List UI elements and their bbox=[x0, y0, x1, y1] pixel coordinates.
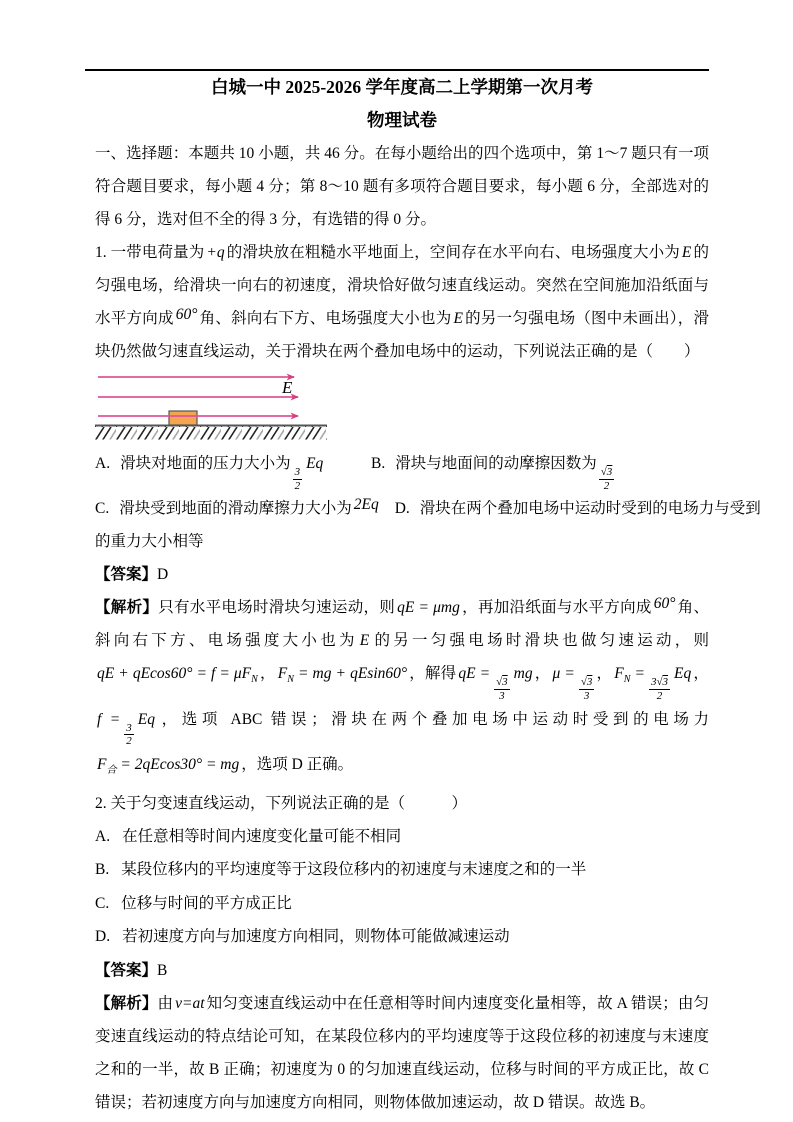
q1-options-row-2 bbox=[95, 492, 761, 525]
fraction-denominator: 2 bbox=[294, 479, 301, 492]
fraction-denominator: 3 bbox=[499, 689, 505, 702]
q1-answer-value: D bbox=[157, 566, 169, 584]
q1-option-b-fraction bbox=[599, 466, 615, 492]
charged-block bbox=[169, 411, 197, 425]
radicand: 3 bbox=[586, 676, 593, 689]
q1-analysis-text: ，再加沿纸面与水平方向成 bbox=[461, 599, 652, 617]
q2-option-b-label: B. bbox=[95, 861, 110, 879]
formula-body: = 2qEcos30° = mg bbox=[116, 755, 240, 773]
q2-option-d bbox=[95, 920, 709, 954]
page-title: 白城一中 2025-2026 学年度高二上学期第一次月考 bbox=[210, 77, 594, 97]
q1-analysis-text: ， bbox=[596, 665, 613, 683]
q2-answer-value: B bbox=[157, 961, 168, 979]
q1-option-c-text: 滑块受到地面的滑动摩擦力大小为 bbox=[119, 500, 352, 518]
formula-body: F bbox=[277, 665, 288, 683]
q2-analysis bbox=[95, 987, 709, 1119]
q1-analysis-fraction bbox=[649, 676, 670, 702]
radical-sign: √ bbox=[496, 676, 503, 689]
q1-analysis-formula: Eq bbox=[137, 710, 155, 728]
formula-subscript: N bbox=[251, 674, 258, 686]
radicand: 3 bbox=[606, 466, 613, 478]
q1-analysis-text: 只有水平电场时滑块匀速运动，则 bbox=[158, 599, 396, 617]
answer-label: 【答案】 bbox=[95, 566, 158, 584]
q1-stem-math-angle: 60° bbox=[175, 306, 198, 323]
radicand: 3 bbox=[502, 676, 508, 689]
q2-option-d-text: 若初速度方向与加速度方向相同，则物体可能做减速运动 bbox=[122, 928, 510, 946]
q1-analysis-formula: E bbox=[359, 632, 370, 650]
section-1-heading: 一、选择题：本题共 10 小题，共 46 分。在每小题给出的四个选项中，第 1～7 题只有一项符合题目要求，每小题 4 分；第 8～10 题有多项符合题目要求，每小题 6 分，全部选对的得 6 分，选对但不全的得 3 分，有选错的得 0 分。 bbox=[95, 145, 709, 228]
q1-options-row-1 bbox=[95, 447, 709, 492]
fraction-numerator bbox=[599, 466, 615, 480]
q2-option-c-label: C. bbox=[95, 894, 110, 912]
q1-analysis-text: ， bbox=[693, 665, 709, 683]
q2-option-b-text: 某段位移内的平均速度等于这段位移内的初速度与末速度之和的一半 bbox=[121, 861, 587, 879]
field-strength-label: E bbox=[282, 378, 293, 397]
ground-hatching bbox=[95, 427, 327, 440]
q2-option-a bbox=[95, 820, 709, 854]
q1-analysis-text: 角、斜向右下方、电场强度大小也为 bbox=[95, 599, 709, 650]
q2-option-d-label: D. bbox=[95, 928, 111, 946]
q1-option-c bbox=[95, 492, 381, 525]
fraction-numerator bbox=[649, 676, 670, 690]
formula-subscript: N bbox=[623, 674, 631, 686]
fraction-denominator: 2 bbox=[603, 479, 610, 492]
q1-stem-text: 的匀强电场，给滑块一向右的初速度，滑块恰好做匀速直线运动。突然在空间施加沿纸面与水平方向成 bbox=[95, 244, 709, 327]
q1-analysis-fraction bbox=[124, 722, 134, 748]
q1-option-b bbox=[371, 447, 616, 492]
q1-option-a-text: 滑块对地面的压力大小为 bbox=[120, 455, 291, 472]
q2-analysis-text: 知匀变速直线运动中在任意相等时间内速度变化量相等，故 A 错误；由匀变速直线运动的特点结论可知，在某段位移内的平均速度等于这段位移的初速度与末速度之和的一半，故 B 正确；初速度为 0 的匀加速直线运动，位移与时间的平方成正比，故 C 错误；若初速度方向与加速度方向相同，则物体做加速运动，故 D 错误。故选 B。 bbox=[95, 994, 709, 1111]
q1-analysis-fraction bbox=[579, 676, 595, 702]
fraction-coefficient: 3 bbox=[650, 676, 657, 689]
q1-analysis-formula bbox=[276, 665, 409, 686]
q1-analysis-formula: 60° bbox=[653, 595, 676, 613]
q1-analysis-text: ， bbox=[534, 665, 551, 683]
q1-analysis-fraction bbox=[494, 676, 510, 702]
q1-option-c-label: C. bbox=[95, 500, 110, 518]
q1-option-b-label: B. bbox=[371, 455, 386, 472]
q1-stem-math-charge: +q bbox=[206, 244, 225, 261]
q1-stem-text: 的滑块放在粗糙水平地面上，空间存在水平向右、电场强度大小为 bbox=[226, 244, 680, 261]
fraction-denominator: 2 bbox=[126, 735, 132, 748]
q1-analysis-formula bbox=[95, 665, 260, 686]
q1-analysis-formula: μ = bbox=[552, 665, 575, 683]
answer-label: 【答案】 bbox=[95, 961, 158, 979]
q1-analysis bbox=[95, 591, 709, 787]
formula-body: F bbox=[614, 665, 624, 683]
radical-sign: √ bbox=[656, 676, 663, 689]
q1-analysis-formula: mg bbox=[513, 665, 533, 683]
q2-analysis-formula: v=at bbox=[175, 994, 205, 1012]
fraction-numerator bbox=[579, 676, 595, 690]
q1-analysis-text: 的另一匀强电场时滑块也做匀速运动，则 bbox=[371, 632, 709, 650]
q1-option-a bbox=[95, 447, 357, 492]
q1-option-a-math: Eq bbox=[306, 455, 324, 472]
formula-body: qE + qEcos60° = f = μF bbox=[97, 665, 252, 683]
q1-option-c-math: 2Eq bbox=[353, 496, 379, 514]
q1-analysis-formula: f = bbox=[97, 710, 121, 728]
analysis-label: 【解析】 bbox=[95, 599, 159, 617]
q1-option-d bbox=[395, 492, 761, 525]
q1-analysis-text: ，选项 ABC 错误；滑块在两个叠加电场中运动时受到的电场力 bbox=[157, 710, 709, 728]
formula-body: F bbox=[97, 755, 107, 773]
q2-option-b bbox=[95, 853, 709, 887]
fraction-denominator: 3 bbox=[583, 689, 590, 702]
q1-option-d-continuation: 的重力大小相等 bbox=[95, 533, 204, 551]
q1-stem-text: 角、斜向右下方、电场强度大小也为 bbox=[199, 310, 452, 327]
q2-option-c bbox=[95, 887, 709, 921]
q2-answer-line bbox=[95, 954, 709, 987]
q1-stem-text: 的另一匀强电场（图中未画出），滑块仍然做匀速直线运动，关于滑块在两个叠加电场中的运动，下列说法正确的是（ ） bbox=[95, 310, 709, 360]
q1-option-b-text: 滑块与地面间的动摩擦因数为 bbox=[395, 455, 597, 472]
q1-analysis-text: ，解得 bbox=[409, 665, 457, 683]
q1-analysis-formula bbox=[95, 755, 241, 776]
q1-stem-text: 1. 一带电荷量为 bbox=[95, 244, 205, 261]
q1-analysis-text: ，选项 D 正确。 bbox=[241, 755, 354, 773]
q2-option-c-text: 位移与时间的平方成正比 bbox=[121, 894, 292, 912]
fraction-numerator: 3 bbox=[294, 466, 301, 478]
q2-option-a-label: A. bbox=[95, 827, 111, 845]
fraction-numerator bbox=[494, 676, 510, 690]
document-content bbox=[0, 69, 793, 1119]
q1-option-d-label: D. bbox=[394, 500, 410, 518]
q2-option-a-text: 在任意相等时间内速度变化量可能不相同 bbox=[122, 827, 402, 845]
q2-analysis-text: 由 bbox=[157, 994, 174, 1012]
analysis-label: 【解析】 bbox=[95, 994, 158, 1012]
formula-body: = mg + qEsin60° bbox=[293, 665, 408, 683]
q1-analysis-formula: Eq bbox=[674, 665, 692, 683]
page-subtitle: 物理试卷 bbox=[367, 110, 437, 130]
q1-answer-line bbox=[95, 558, 709, 591]
q1-stem-math-field: E bbox=[681, 244, 692, 261]
q1-stem-math-field: E bbox=[453, 310, 463, 327]
radical-sign: √ bbox=[580, 676, 587, 689]
q1-option-a-fraction bbox=[293, 466, 303, 492]
field-diagram-svg bbox=[95, 371, 331, 441]
q1-analysis-formula bbox=[612, 665, 647, 686]
question-1-stem bbox=[95, 236, 709, 368]
q1-analysis-text: ， bbox=[259, 665, 276, 683]
q1-field-diagram bbox=[95, 371, 709, 441]
question-2-stem: 2. 关于匀变速直线运动，下列说法正确的是（ ） bbox=[95, 794, 468, 812]
q1-analysis-formula: qE = μmg bbox=[397, 599, 460, 617]
q1-analysis-formula: qE = bbox=[458, 665, 491, 683]
q1-option-d-text: 滑块在两个叠加电场中运动时受到的电场力与受到 bbox=[419, 500, 761, 518]
radicand: 3 bbox=[662, 676, 669, 689]
fraction-denominator: 2 bbox=[656, 689, 663, 702]
radical-sign: √ bbox=[600, 466, 607, 478]
formula-body: = bbox=[630, 665, 645, 683]
q1-option-a-label: A. bbox=[95, 455, 111, 472]
formula-subscript: 合 bbox=[106, 764, 117, 776]
formula-subscript: N bbox=[287, 674, 294, 686]
fraction-numerator: 3 bbox=[126, 721, 132, 734]
